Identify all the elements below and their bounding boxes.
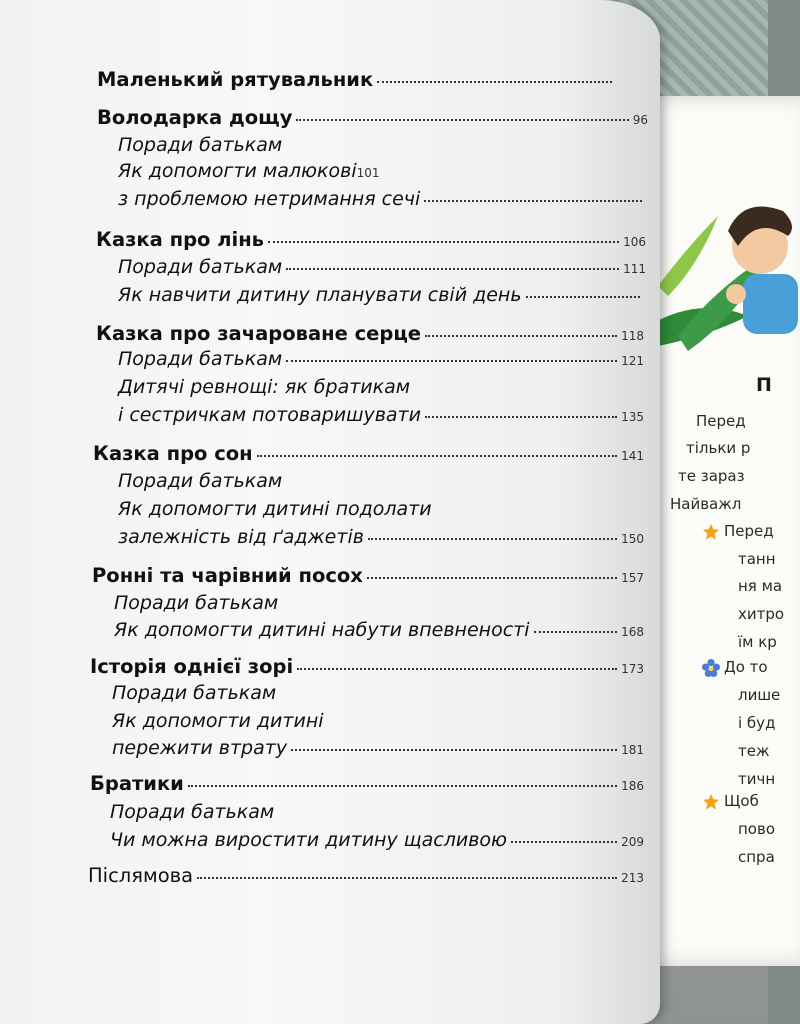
toc-chapter-entry bbox=[96, 228, 646, 251]
toc-leader-dots bbox=[424, 200, 642, 202]
toc-chapter-entry bbox=[90, 655, 644, 678]
toc-subentry bbox=[114, 592, 644, 614]
toc-leader-dots bbox=[297, 668, 617, 670]
toc-subentry bbox=[110, 801, 644, 823]
toc-leader-dots bbox=[286, 360, 617, 362]
toc-entry-title: Володарка дощу bbox=[97, 106, 293, 129]
toc-subentry bbox=[112, 737, 644, 759]
toc-leader-dots bbox=[291, 749, 617, 751]
toc-page-number: 213 bbox=[621, 871, 644, 885]
right-page-line: спра bbox=[738, 848, 775, 866]
right-page-line: хитро bbox=[738, 605, 785, 623]
toc-subentry bbox=[118, 404, 644, 426]
right-page-line: їм кр bbox=[738, 633, 777, 651]
toc-page-number: 209 bbox=[621, 835, 644, 849]
toc-leader-dots bbox=[511, 841, 617, 843]
right-page-line: тичн bbox=[738, 770, 776, 788]
toc-entry-title: Казка про лінь bbox=[96, 228, 264, 251]
toc-leader-dots bbox=[377, 81, 612, 83]
toc-subentry bbox=[118, 284, 644, 306]
toc-afterword-entry bbox=[88, 864, 644, 887]
toc-entry-title: Чи можна виростити дитину щасливою bbox=[110, 829, 508, 851]
toc-page-number: 96 bbox=[632, 113, 648, 127]
toc-page-number: 186 bbox=[621, 779, 644, 793]
toc-entry-title: Поради батькам bbox=[112, 682, 277, 704]
star-icon bbox=[702, 523, 720, 541]
toc-subentry bbox=[118, 348, 644, 370]
toc-chapter-entry bbox=[92, 564, 644, 587]
toc-subentry bbox=[118, 498, 644, 520]
toc-leader-dots bbox=[526, 296, 640, 298]
right-page-line: теж bbox=[738, 742, 770, 760]
right-page-line: те зараз bbox=[678, 467, 745, 485]
toc-page-number: 111 bbox=[623, 262, 646, 276]
toc-leader-dots bbox=[534, 631, 618, 633]
toc-subentry bbox=[118, 160, 652, 182]
toc-leader-dots bbox=[425, 416, 617, 418]
toc-entry-title: Поради батькам bbox=[110, 801, 275, 823]
toc-leader-dots bbox=[368, 538, 617, 540]
toc-entry-title: Маленький рятувальник bbox=[97, 68, 374, 91]
right-page-line: пово bbox=[738, 820, 776, 838]
toc-leader-dots bbox=[286, 268, 619, 270]
right-page bbox=[640, 96, 800, 966]
toc-page-number: 101 bbox=[356, 166, 380, 180]
toc-entry-title: Дитячі ревнощі: як братикам bbox=[118, 376, 411, 398]
toc-page-number: 141 bbox=[621, 449, 644, 463]
toc-entry-title: Казка про зачароване серце bbox=[96, 322, 422, 345]
toc-leader-dots bbox=[425, 335, 617, 337]
toc-entry-title: Поради батькам bbox=[118, 470, 283, 492]
right-page-line: Найважл bbox=[670, 495, 742, 513]
right-page-line: Щоб bbox=[724, 792, 759, 810]
toc-leader-dots bbox=[257, 455, 617, 457]
right-page-line: Перед bbox=[724, 522, 774, 540]
toc-subentry bbox=[118, 470, 644, 492]
right-page-line: і буд bbox=[738, 714, 776, 732]
toc-entry-title: і сестричкам потоваришувати bbox=[118, 404, 421, 426]
toc-entry-title: Як допомогти дитині набути впевненості bbox=[114, 619, 530, 641]
toc-entry-title: з проблемою нетримання сечі bbox=[118, 188, 421, 210]
toc-entry-title: Поради батькам bbox=[118, 256, 283, 278]
toc-page-number: 181 bbox=[621, 743, 644, 757]
right-page-line: тільки р bbox=[686, 439, 751, 457]
toc-subentry bbox=[114, 619, 644, 641]
toc-chapter-entry bbox=[90, 772, 644, 795]
toc-entry-title: залежність від ґаджетів bbox=[118, 526, 364, 548]
toc-entry-title: Поради батькам bbox=[118, 134, 283, 156]
boy-illustration bbox=[648, 176, 798, 356]
toc-entry-title: Післямова bbox=[88, 864, 194, 887]
toc-chapter-entry bbox=[97, 106, 648, 129]
toc-subentry bbox=[118, 256, 646, 278]
toc-subentry bbox=[110, 829, 644, 851]
toc-page-number: 168 bbox=[621, 625, 644, 639]
toc-entry-title: Як навчити дитину планувати свій день bbox=[118, 284, 522, 306]
toc-entry-title: Як допомогти малюкові bbox=[118, 160, 357, 182]
right-page-line: лише bbox=[738, 686, 781, 704]
toc-subentry bbox=[118, 376, 644, 398]
toc-leader-dots bbox=[296, 119, 628, 121]
toc-entry-title: Як допомогти дитині bbox=[112, 710, 324, 732]
right-page-heading: П bbox=[756, 374, 772, 396]
toc-page-number: 173 bbox=[621, 662, 644, 676]
flower-icon bbox=[702, 659, 720, 677]
toc-entry-title: Поради батькам bbox=[118, 348, 283, 370]
toc-subentry bbox=[118, 526, 644, 548]
right-page-line: танн bbox=[738, 550, 776, 568]
toc-subentry bbox=[118, 134, 648, 156]
toc-entry-title: Братики bbox=[90, 772, 184, 795]
toc-leader-dots bbox=[188, 785, 617, 787]
toc-page-number: 135 bbox=[621, 410, 644, 424]
toc-chapter-entry bbox=[96, 322, 644, 345]
star-icon bbox=[702, 793, 720, 811]
toc-entry-title: Поради батькам bbox=[114, 592, 279, 614]
toc-page-number: 157 bbox=[621, 571, 644, 585]
toc-leader-dots bbox=[268, 241, 619, 243]
toc-entry-title: Як допомогти дитині подолати bbox=[118, 498, 432, 520]
toc-page-number: 106 bbox=[623, 235, 646, 249]
toc-chapter-entry bbox=[93, 442, 644, 465]
right-page-line: До то bbox=[724, 658, 768, 676]
toc-entry-title: пережити втрату bbox=[112, 737, 288, 759]
toc-leader-dots bbox=[197, 877, 617, 879]
toc-subentry bbox=[112, 682, 644, 704]
toc-subentry bbox=[118, 188, 646, 210]
toc-subentry bbox=[112, 710, 644, 732]
toc-page-number: 121 bbox=[621, 354, 644, 368]
toc-entry-title: Історія однієї зорі bbox=[90, 655, 294, 678]
toc-page-number: 118 bbox=[621, 329, 644, 343]
toc-entry-title: Ронні та чарівний посох bbox=[92, 564, 363, 587]
toc-entry-title: Казка про сон bbox=[93, 442, 253, 465]
toc-leader-dots bbox=[367, 577, 617, 579]
right-page-line: Перед bbox=[696, 412, 746, 430]
right-page-line: ня ма bbox=[738, 577, 783, 595]
toc-chapter-entry bbox=[97, 68, 616, 91]
toc-page-number: 150 bbox=[621, 532, 644, 546]
